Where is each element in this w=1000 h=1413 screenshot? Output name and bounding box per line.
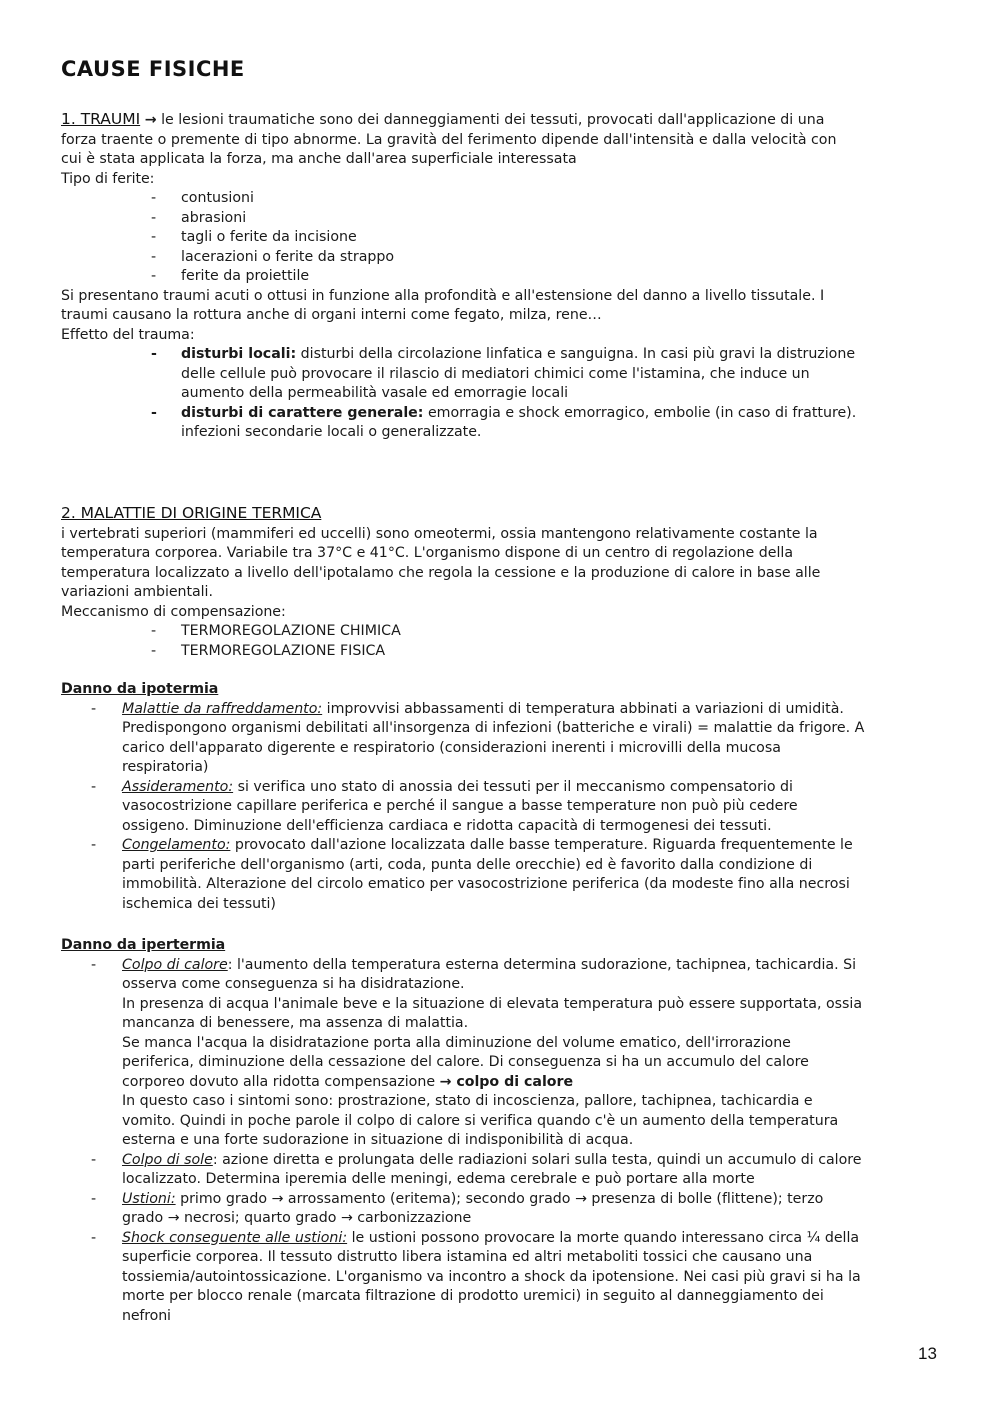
list-item: - Ustioni: primo grado → arrossamento (eritema); secondo grado → presenza di bolle (flittene); terzo grado → necrosi; quarto grado → carbonizzazione [91,1190,824,1226]
subheading-ipotermia: Danno da ipotermia [61,681,219,697]
ferite-label: Tipo di ferite: [61,170,155,187]
meccanismi-list [61,622,941,661]
section-traumi [61,110,941,443]
list-item: - abrasioni [151,209,247,226]
section-heading-termica: 2. MALATTIE DI ORIGINE TERMICA [61,504,322,522]
list-item: - Assideramento: si verifica uno stato di anossia dei tessuti per il meccanismo compensatorio di vasocostrizione capillare periferica e perché il sangue a basse temperature non può più cedere ossigeno. Diminuzione dell'efficienza cardiaca e ridotta capacità di termogenesi dei tessuti. [91,778,798,834]
subheading-ipertermia: Danno da ipertermia [61,937,226,953]
meccanismo-label: Meccanismo di compensazione: [61,603,286,620]
list-item: - TERMOREGOLAZIONE FISICA [151,642,386,659]
page-title: CAUSE FISICHE [61,57,245,81]
list-item: - lacerazioni o ferite da strappo [151,248,395,265]
effetti-list [61,345,941,443]
list-item: - Congelamento: provocato dall'azione localizzata dalle basse temperature. Riguarda frequentemente le parti periferiche dell'organismo (arti, coda, punta delle orecchie) ed è favorito dalla condizione di immobilità. Alterazione del circolo ematico per vasocostrizione periferica (da modeste fino alla necrosi ischemica dei tessuti) [91,837,853,912]
list-item: - Shock conseguente alle ustioni: le ustioni possono provocare la morte quando interessano circa ¼ della superficie corporea. Il tessuto distrutto libera istamina ed altri metaboliti tossici che causano una tossiemia/autointossicazione. L'organismo va incontro a shock da ipotensione. Nei casi più gravi si ha la morte per blocco renale (marcata filtrazione di prodotto uremici) in seguito al danneggiamento dei nefroni [91,1229,861,1324]
list-item: - ferite da proiettile [151,268,310,284]
list-item: - TERMOREGOLAZIONE CHIMICA [151,623,401,639]
termica-intro-line: temperatura localizzato a livello dell'ipotalamo che regola la cessione e la produzione di calore in base alle [61,564,821,581]
effetto-label: Effetto del trauma: [61,326,195,343]
ferite-list [61,189,941,287]
termica-intro-line: variazioni ambientali. [61,584,213,600]
arrow-icon: → [144,112,157,128]
termica-intro-line: temperatura corporea. Variabile tra 37°C e 41°C. L'organismo dispone di un centro di regolazione della [61,545,794,561]
list-item: - Colpo di sole: azione diretta e prolungata delle radiazioni solari sulla testa, quindi un accumulo di calore localizzato. Determina iperemia delle meningi, edema cerebrale e può portare alla morte [91,1151,862,1187]
traumi-intro-line: le lesioni traumatiche sono dei danneggiamenti dei tessuti, provocati dall'applicazione di una [161,112,825,128]
traumi-intro-line: cui è stata applicata la forza, ma anche dall'area superficiale interessata [61,151,577,167]
traumi-presentano-line: traumi causano la rottura anche di organi interni come fegato, milza, rene… [61,307,602,323]
traumi-presentano-line: Si presentano traumi acuti o ottusi in funzione alla profondità e all'estensione del danno a livello tissutale. I [61,287,825,304]
termica-intro-line: i vertebrati superiori (mammiferi ed uccelli) sono omeotermi, ossia mantengono relativamente costante la [61,525,818,542]
list-item: - Colpo di calore: l'aumento della temperatura esterna determina sudorazione, tachipnea, tachicardia. Si osserva come conseguenza si ha disidratazione. In presenza di acqua l'animale beve e la situazione di elevata temperatura può essere supportata, ossia mancanza di benessere, ma assenza di malattia. Se manca l'acqua la disidratazione porta alla diminuzione del volume ematico, dell'irrorazione periferica, diminuzione della cessazione del calore. Di conseguenza si ha un accumulo del calore corporeo dovuto alla ridotta compensazione → colpo di calore In questo caso i sintomi sono: prostrazione, stato di incoscienza, pallore, tachipnea, tachicardia e vomito. Quindi in poche parole il colpo di calore si verifica quando c'è un aumento della temperatura esterna e una forte sudorazione in situazione di indisponibilità di acqua. [91,956,863,1148]
list-item: - contusioni [151,190,254,206]
list-item: - tagli o ferite da incisione [151,229,357,245]
list-item: - disturbi locali: disturbi della circolazione linfatica e sanguigna. In casi più gravi la distruzione delle cellule può provocare il rilascio di mediatori chimici come l'istamina, che induce un aumento della permeabilità vasale ed emorragie locali [151,346,856,401]
ipertermia-list [61,956,941,1327]
list-item: - disturbi di carattere generale: emorragia e shock emorragico, embolie (in caso di fratture). infezioni secondarie locali o generalizzate. [151,404,857,440]
page-number: 13 [918,1344,937,1363]
arrow-icon: → [439,1073,452,1090]
traumi-intro-line: forza traente o premente di tipo abnorme. La gravità del ferimento dipende dall'intensità e dalla velocità con [61,131,837,148]
section-heading-traumi: 1. TRAUMI [61,110,141,128]
ipotermia-list [61,700,941,915]
section-termica [61,504,941,661]
list-item: - Malattie da raffreddamento: improvvisi abbassamenti di temperatura abbinati a variazioni di umidità. Predispongono organismi debilitati all'insorgenza di infezioni (batteriche e virali) = malattie da frigore. A carico dell'apparato digerente e respiratorio (considerazioni inerenti i microvilli della mucosa respiratoria) [91,700,865,775]
section-ipertermia [61,936,941,1326]
section-ipotermia [61,680,941,914]
